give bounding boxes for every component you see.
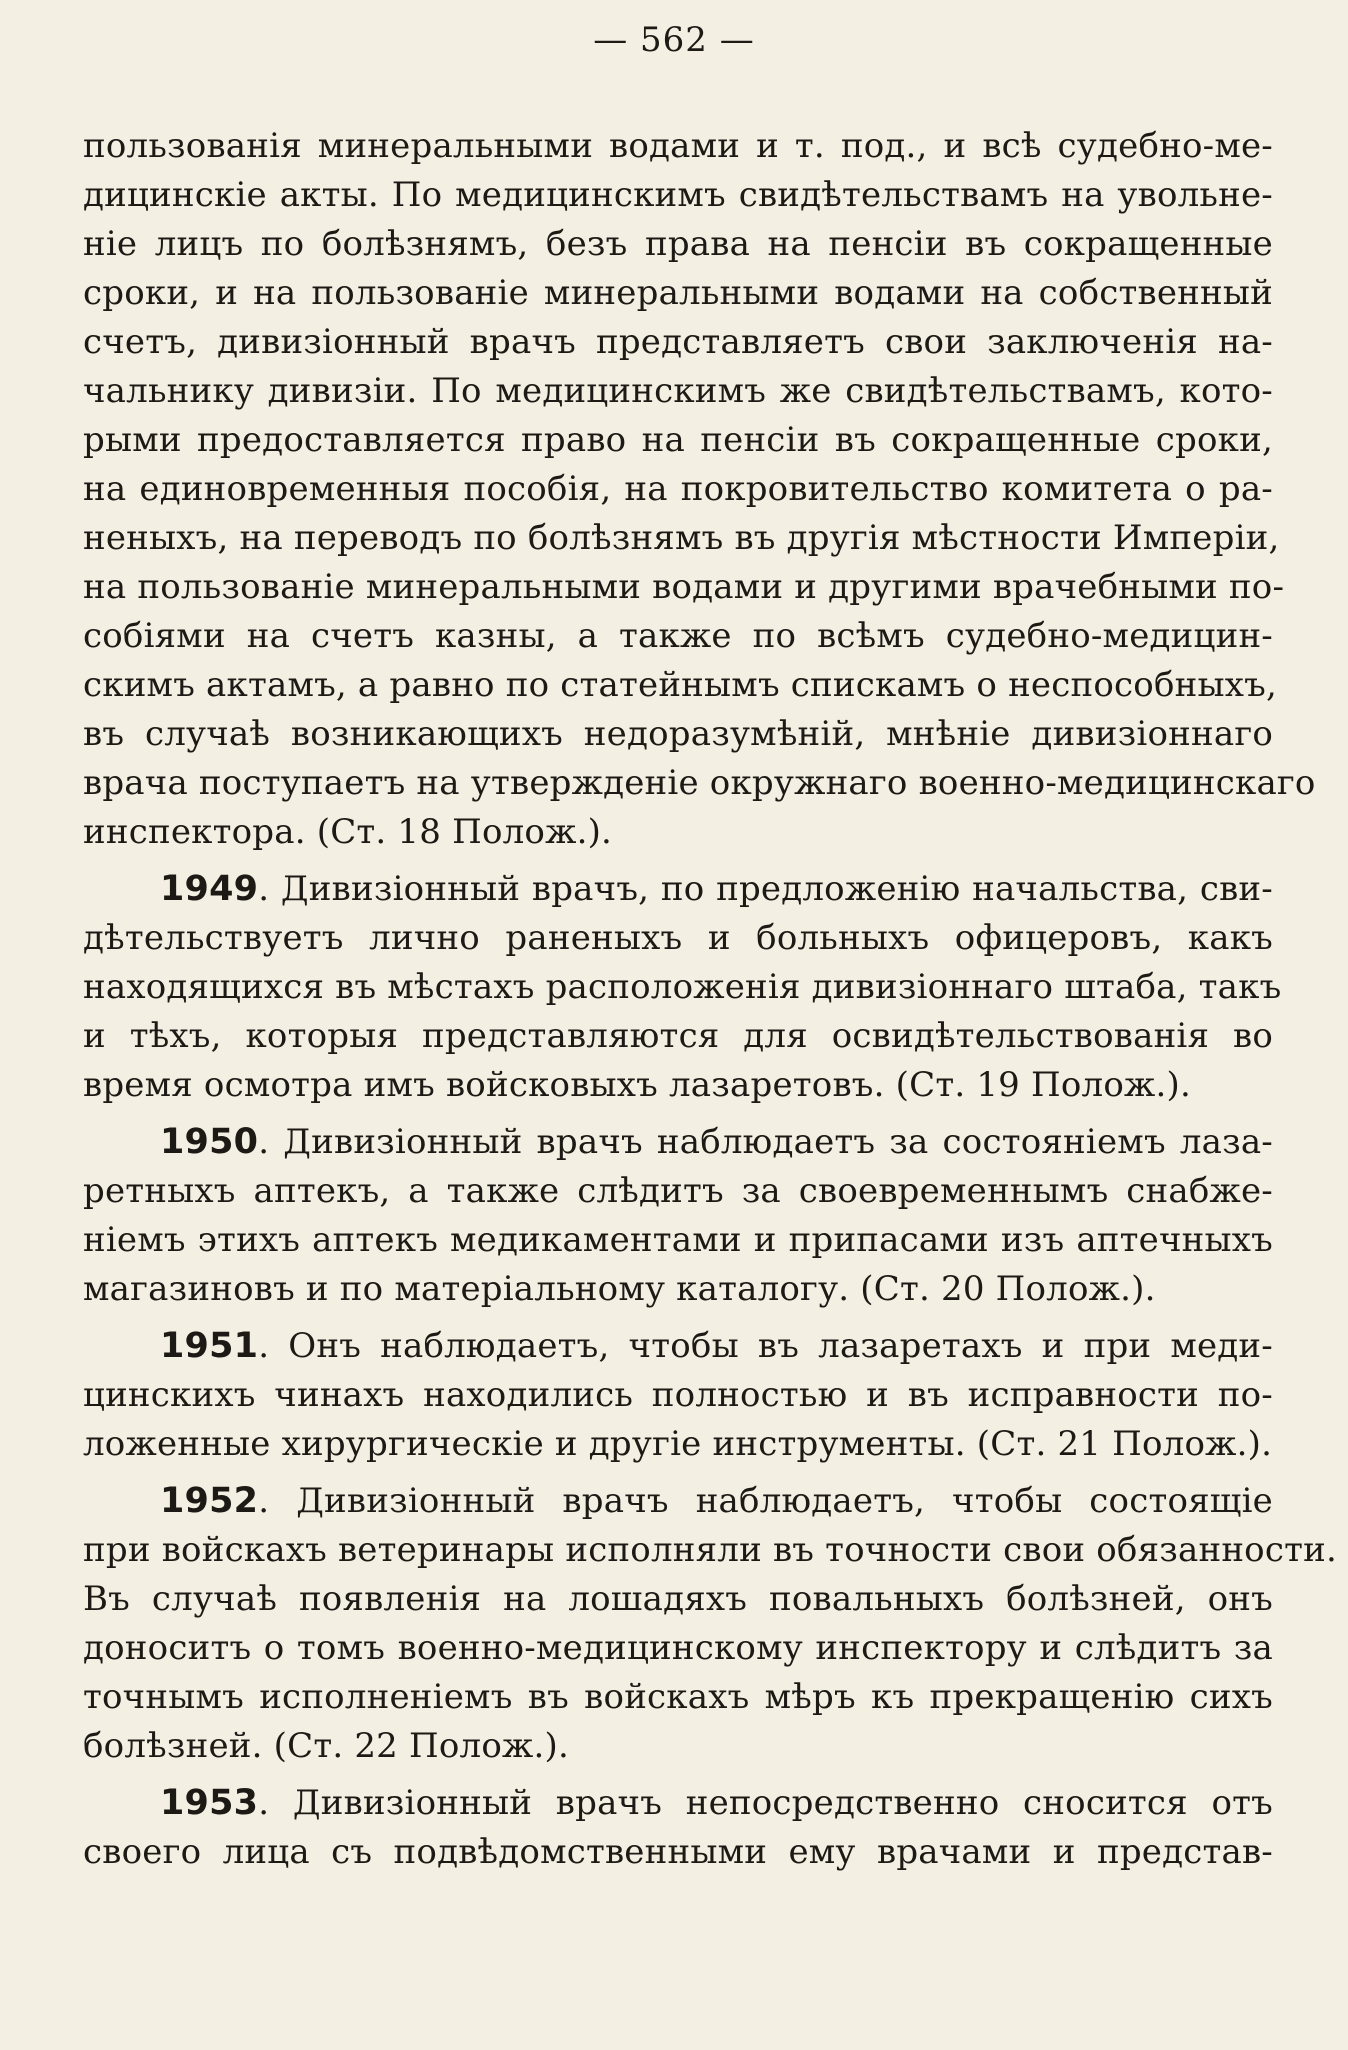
text-line: собіями на счетъ казны, а также по всѣмъ судебно-медицин-: [83, 616, 1273, 656]
text-line: рыми предоставляется право на пенсіи въ сокращенные сроки,: [83, 420, 1273, 460]
article-text: . Дивизіонный врачъ наблюдаетъ за состояніемъ лаза-: [258, 1122, 1273, 1162]
text-line: инспектора. (Ст. 18 Полож.).: [83, 812, 613, 852]
text-line: дицинскіе акты. По медицинскимъ свидѣтельствамъ на увольне-: [83, 175, 1273, 215]
text-line: [83, 1779, 1273, 1828]
text-line: ретныхъ аптекъ, а также слѣдитъ за своевременнымъ снабже-: [83, 1171, 1273, 1211]
text-line: врача поступаетъ на утвержденіе окружнаго военно-медицинскаго: [83, 763, 1316, 803]
article-1952: [83, 1477, 1337, 1771]
text-line: на пользованіе минеральными водами и другими врачебными по-: [83, 567, 1285, 607]
text-line: болѣзней. (Ст. 22 Полож.).: [83, 1726, 569, 1766]
text-line: скимъ актамъ, а равно по статейнымъ спискамъ о неспособныхъ,: [83, 665, 1277, 705]
article-number: 1953: [160, 1783, 259, 1823]
text-line: цинскихъ чинахъ находились полностью и въ исправности по-: [83, 1375, 1273, 1415]
article-number: 1949: [160, 869, 259, 909]
article-1953: [83, 1779, 1273, 1877]
text-line: неныхъ, на переводъ по болѣзнямъ въ другія мѣстности Имперіи,: [83, 518, 1280, 558]
text-line: находящихся въ мѣстахъ расположенія дивизіоннаго штаба, такъ: [83, 967, 1282, 1007]
paragraph-continuation: [83, 122, 1316, 857]
text-line: на единовременныя пособія, на покровительство комитета о ра-: [83, 469, 1273, 509]
text-line: дѣтельствуетъ лично раненыхъ и больныхъ офицеровъ, какъ: [83, 918, 1273, 958]
article-text: . Дивизіонный врачъ наблюдаетъ, чтобы состоящіе: [258, 1481, 1273, 1521]
text-line: магазиновъ и по матеріальному каталогу. (Ст. 20 Полож.).: [83, 1269, 1156, 1309]
text-line: въ случаѣ возникающихъ недоразумѣній, мнѣніе дивизіоннаго: [83, 714, 1273, 754]
article-1950: [83, 1118, 1273, 1314]
article-1951: [83, 1322, 1273, 1469]
text-line: пользованія минеральными водами и т. под., и всѣ судебно-ме-: [83, 126, 1273, 166]
text-line: ніемъ этихъ аптекъ медикаментами и припасами изъ аптечныхъ: [83, 1220, 1273, 1260]
text-line: [83, 865, 1273, 914]
article-text: . Дивизіонный врачъ непосредственно сносится отъ: [258, 1783, 1273, 1823]
text-line: [83, 1322, 1273, 1371]
text-line: точнымъ исполненіемъ въ войскахъ мѣръ къ прекращенію сихъ: [83, 1677, 1273, 1717]
text-line: ложенные хирургическіе и другіе инструменты. (Ст. 21 Полож.).: [83, 1424, 1273, 1464]
text-line: время осмотра имъ войсковыхъ лазаретовъ. (Ст. 19 Полож.).: [83, 1065, 1191, 1105]
text-line: [83, 1477, 1273, 1526]
article-text: . Дивизіонный врачъ, по предложенію начальства, сви-: [258, 869, 1273, 909]
article-text: . Онъ наблюдаетъ, чтобы въ лазаретахъ и при меди-: [258, 1326, 1273, 1366]
article-number: 1950: [160, 1122, 259, 1162]
article-number: 1952: [160, 1481, 259, 1521]
text-line: счетъ, дивизіонный врачъ представляетъ свои заключенія на-: [83, 322, 1273, 362]
text-line: своего лица съ подвѣдомственными ему врачами и представ-: [83, 1832, 1273, 1872]
text-line: Въ случаѣ появленія на лошадяхъ повальныхъ болѣзней, онъ: [83, 1579, 1273, 1619]
text-line: ніе лицъ по болѣзнямъ, безъ права на пенсіи въ сокращенные: [83, 224, 1273, 264]
text-line: [83, 1118, 1273, 1167]
body-text: [83, 122, 1337, 1877]
article-1949: [83, 865, 1282, 1110]
text-line: сроки, и на пользованіе минеральными водами на собственный: [83, 273, 1273, 313]
text-line: при войскахъ ветеринары исполняли въ точности свои обязанности.: [83, 1530, 1337, 1570]
page-number: — 562 —: [593, 20, 755, 60]
text-line: чальнику дивизіи. По медицинскимъ же свидѣтельствамъ, кото-: [83, 371, 1273, 411]
article-number: 1951: [160, 1326, 259, 1366]
text-line: доноситъ о томъ военно-медицинскому инспектору и слѣдитъ за: [83, 1628, 1273, 1668]
text-line: и тѣхъ, которыя представляются для освидѣтельствованія во: [83, 1016, 1273, 1056]
